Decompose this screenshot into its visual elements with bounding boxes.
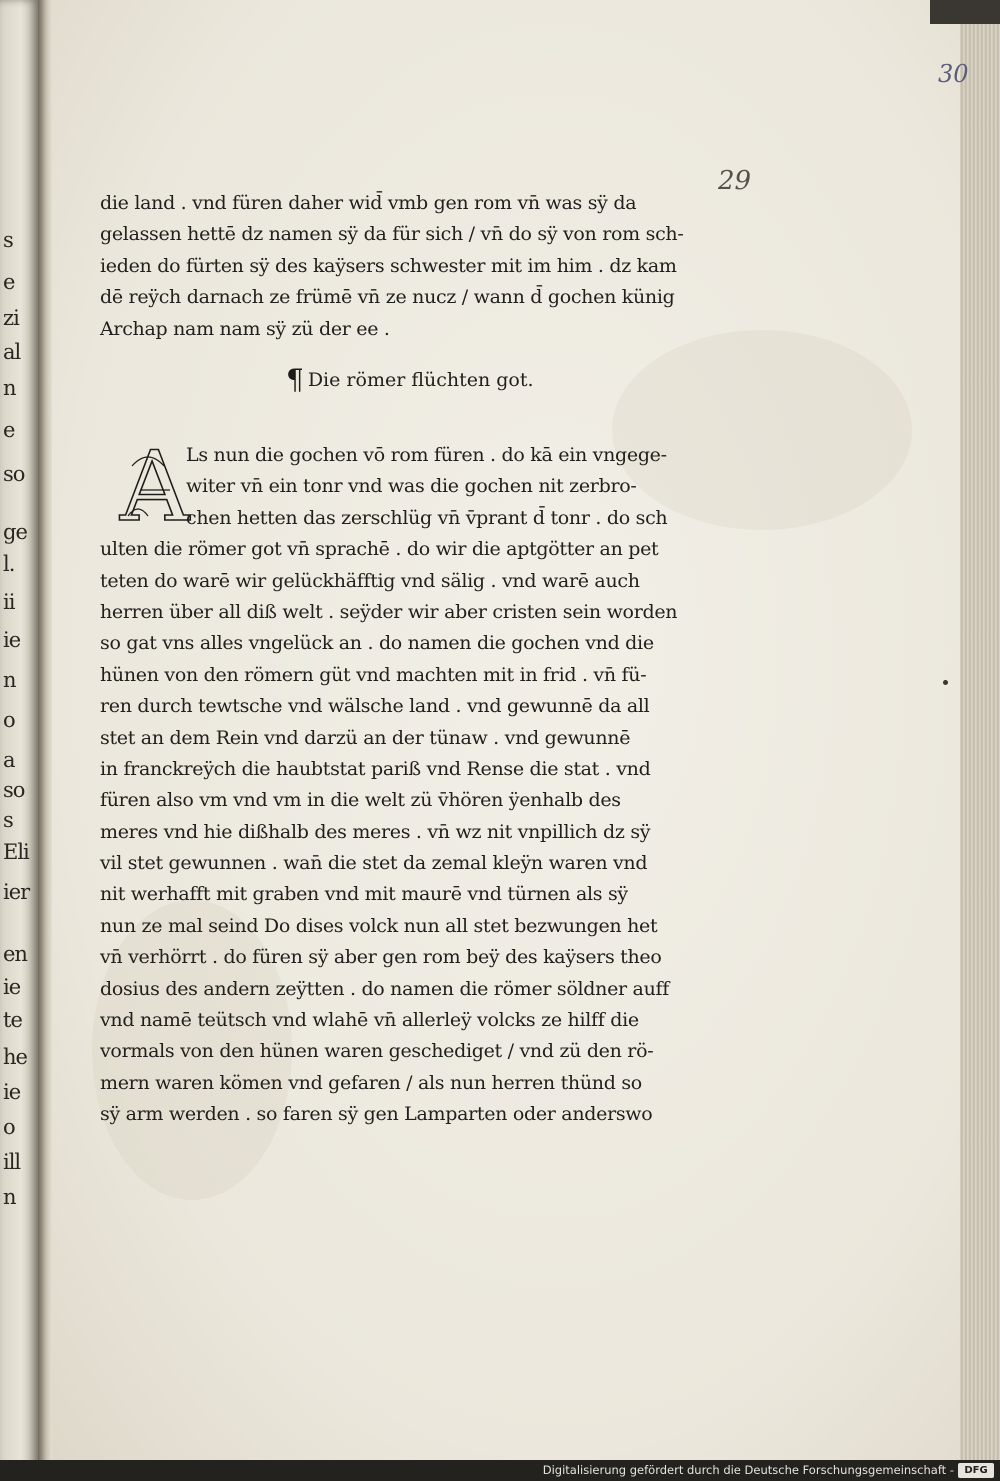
- text-line: dē reÿch darnach ze frümē vn̄ ze nucz / wann d̄ gochen künig: [100, 286, 675, 309]
- facing-page-fragment: ill: [3, 1150, 21, 1174]
- facing-page-fragment: a: [3, 748, 15, 772]
- text-line: nit werhafft mit graben vnd mit maurē vnd türnen als sÿ: [100, 883, 628, 906]
- text-line: witer vn̄ ein tonr vnd was die gochen nit zerbro-: [186, 475, 637, 498]
- folio-number-ink: 29: [718, 166, 752, 196]
- facing-page-fragment: ie: [3, 628, 21, 652]
- dfg-logo: DFG: [958, 1463, 994, 1478]
- facing-page-fragment: o: [3, 1115, 15, 1139]
- facing-page-fragment: so: [3, 778, 25, 802]
- text-line: so gat vns alles vngelück an . do namen die gochen vnd die: [100, 632, 654, 655]
- facing-page-fragment: ier: [3, 880, 30, 904]
- text-block-body: [100, 440, 720, 1131]
- text-line: ieden do fürten sÿ des kaÿsers schwester mit im him . dz kam: [100, 254, 677, 277]
- text-line: in franckreÿch die haubtstat pariß vnd Rense die stat . vnd: [100, 757, 651, 780]
- text-line: vnd namē teütsch vnd wlahē vn̄ allerleÿ volcks ze hilff die: [100, 1009, 639, 1032]
- folio-number-pencil: 30: [938, 60, 969, 88]
- text-line: ren durch tewtsche vnd wälsche land . vnd gewunnē da all: [100, 695, 650, 718]
- heading-text: Die römer flüchten got.: [307, 369, 534, 391]
- text-line: sÿ arm werden . so faren sÿ gen Lamparten oder anderswo: [100, 1103, 653, 1126]
- facing-page-fragment: zi: [3, 306, 19, 330]
- ink-speck: [943, 680, 948, 685]
- facing-page-fragment: o: [3, 708, 15, 732]
- text-line: Ls nun die gochen vō rom füren . do kā ein vngege-: [186, 444, 667, 466]
- text-line: chen hetten das zerschlüg vn̄ v̄prant d̄ tonr . do sch: [186, 506, 668, 529]
- facing-page-fragment: ii: [3, 590, 15, 614]
- text-line: Archap nam nam sÿ zü der ee .: [100, 317, 390, 340]
- facing-page-fragment: l.: [3, 552, 15, 576]
- facing-page-fragment: ge: [3, 520, 27, 544]
- text-line: füren also vm vnd vm in die welt zü v̄hören ÿenhalb des: [100, 789, 621, 812]
- text-line: ulten die römer got vn̄ sprachē . do wir die aptgötter an pet: [100, 538, 659, 561]
- page-edge: [960, 0, 1000, 1481]
- facing-page-fragment: he: [3, 1045, 27, 1069]
- text-line: dosius des andern zeÿtten . do namen die römer söldner auff: [100, 977, 669, 1000]
- text-line: hünen von den römern güt vnd machten mit in frid . vn̄ fü-: [100, 663, 647, 686]
- facing-page-fragment: al: [3, 340, 21, 364]
- text-line: vn̄ verhörrt . do füren sÿ aber gen rom beÿ des kaÿsers theo: [100, 946, 662, 969]
- facing-page-fragment: s: [3, 228, 13, 252]
- text-line: herren über all diß welt . seÿder wir aber cristen sein worden: [100, 600, 678, 623]
- facing-page-fragment: en: [3, 942, 27, 966]
- facing-page-fragment: e: [3, 418, 15, 442]
- footer-bar: [0, 1460, 1000, 1481]
- facing-page-fragment: so: [3, 462, 25, 486]
- book-gutter: [38, 0, 52, 1481]
- text-line: meres vnd hie dißhalb des meres . vn̄ wz nit vnpillich dz sÿ: [100, 820, 651, 843]
- text-line: gelassen hettē dz namen sÿ da für sich / vn̄ do sÿ von rom sch-: [100, 223, 684, 246]
- text-line: mern waren kömen vnd gefaren / als nun herren thünd so: [100, 1071, 642, 1094]
- facing-page-strip: [0, 0, 38, 1481]
- section-heading: [286, 364, 534, 396]
- facing-page-fragment: e: [3, 270, 15, 294]
- text-line: stet an dem Rein vnd darzü an der tünaw . vnd gewunnē: [100, 726, 631, 749]
- facing-page-fragment: Eli: [3, 840, 29, 864]
- text-line: vormals von den hünen waren geschediget / vnd zü den rö-: [100, 1040, 654, 1063]
- facing-page-fragment: ie: [3, 975, 21, 999]
- text-line: nun ze mal seind Do dises volck nun all stet bezwungen het: [100, 914, 658, 937]
- facing-page-fragment: te: [3, 1008, 22, 1032]
- facing-page-fragment: n: [3, 1185, 16, 1209]
- text-line: die land . vnd füren daher wid̄ vmb gen rom vn̄ was sÿ da: [100, 192, 637, 214]
- footer-credit: Digitalisierung gefördert durch die Deutsche Forschungsgemeinschaft -: [542, 1463, 954, 1477]
- drop-cap-letter: A: [120, 436, 190, 528]
- text-line: vil stet gewunnen . wan̄ die stet da zemal kleÿn waren vnd: [100, 852, 648, 875]
- page-edge-shadow: [930, 0, 1000, 24]
- facing-page-fragment: ie: [3, 1080, 21, 1104]
- pilcrow-icon: ¶: [286, 363, 304, 396]
- facing-page-fragment: n: [3, 668, 16, 692]
- facing-page-fragment: n: [3, 376, 16, 400]
- text-line: teten do warē wir gelückhäfftig vnd sälig . vnd warē auch: [100, 569, 640, 592]
- text-block-top: [100, 188, 730, 345]
- facing-page-fragment: s: [3, 808, 13, 832]
